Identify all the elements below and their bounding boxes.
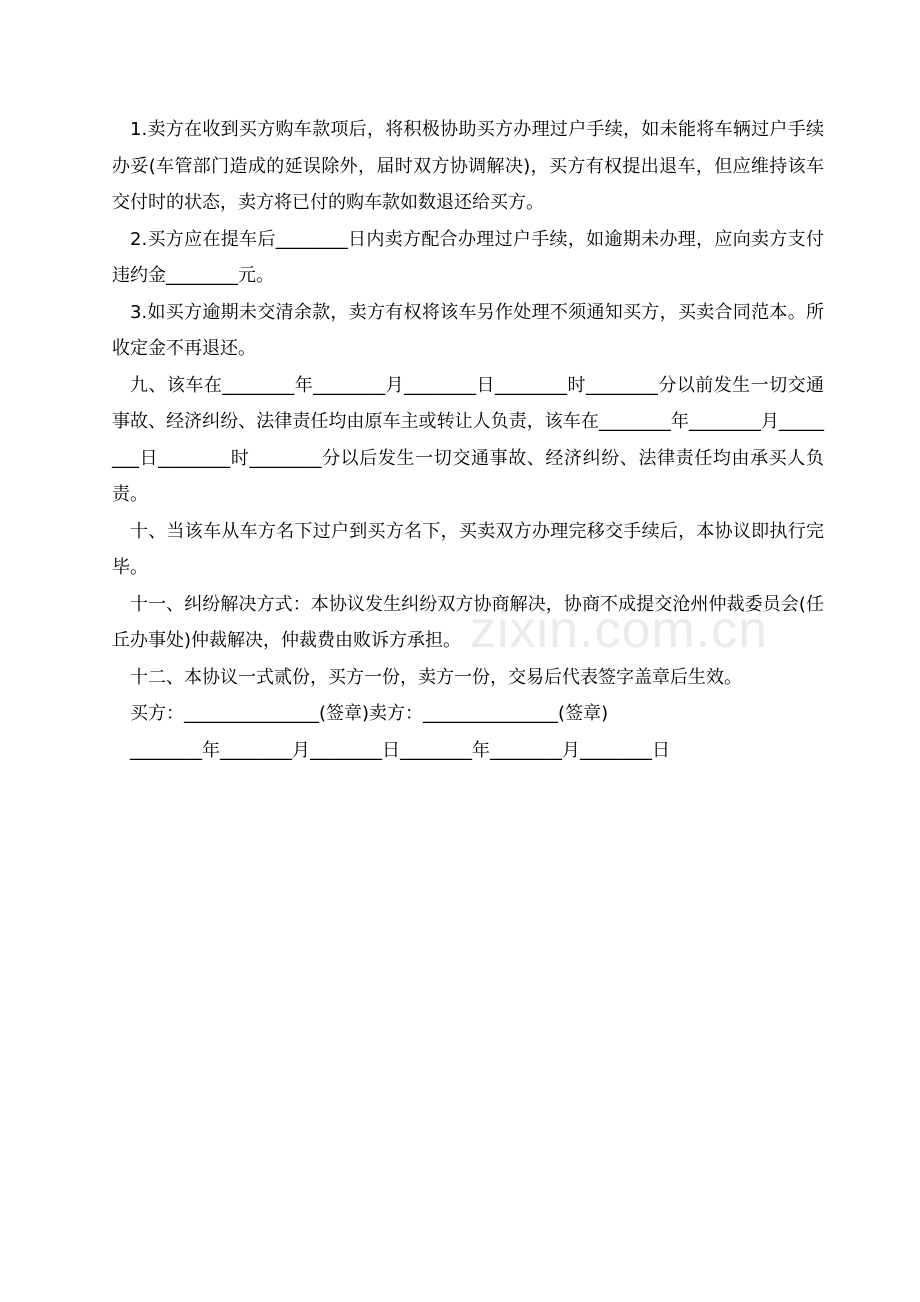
watermark: zixin.com.cn <box>470 601 769 659</box>
clause-twelve: 十二、本协议一式贰份，买方一份，卖方一份，交易后代表签字盖章后生效。 <box>130 666 742 688</box>
clause-eleven: 十一、纠纷解决方式：本协议发生纠纷双方协商解决，协商不成提交沧州仲裁委员会(任丘办事处)仲裁解决，仲裁费由败诉方承担。 <box>112 593 824 651</box>
clause-2: 2.买方应在提车后________日内卖方配合办理过户手续，如逾期未办理，应向卖方支付违约金________元。 <box>112 228 824 286</box>
date-line: ________年________月________日________年________月________日 <box>130 739 670 761</box>
signature-line: 买方：_______________(签章)卖方：_______________(签章) <box>130 703 609 724</box>
document-page <box>112 112 824 769</box>
clause-ten: 十、当该车从车方名下过户到买方名下，买卖双方办理完移交手续后，本协议即执行完毕。 <box>112 520 824 578</box>
clause-3: 3.如买方逾期未交清余款，卖方有权将该车另作处理不须通知买方，买卖合同范本。所收定金不再退还。 <box>112 301 824 359</box>
clause-nine: 九、该车在________年________月________日________时________分以前发生一切交通事故、经济纠纷、法律责任均由原车主或转让人负责，该车在________年________月________日________时________分以后发生一切交通事故、经济纠纷、法律责任均由承买人负责。 <box>112 374 824 505</box>
clause-1: 1.卖方在收到买方购车款项后，将积极协助买方办理过户手续，如未能将车辆过户手续办妥(车管部门造成的延误除外，届时双方协调解决)，买方有权提出退车，但应维持该车交付时的状态，卖方将已付的购车款如数退还给买方。 <box>112 119 824 213</box>
